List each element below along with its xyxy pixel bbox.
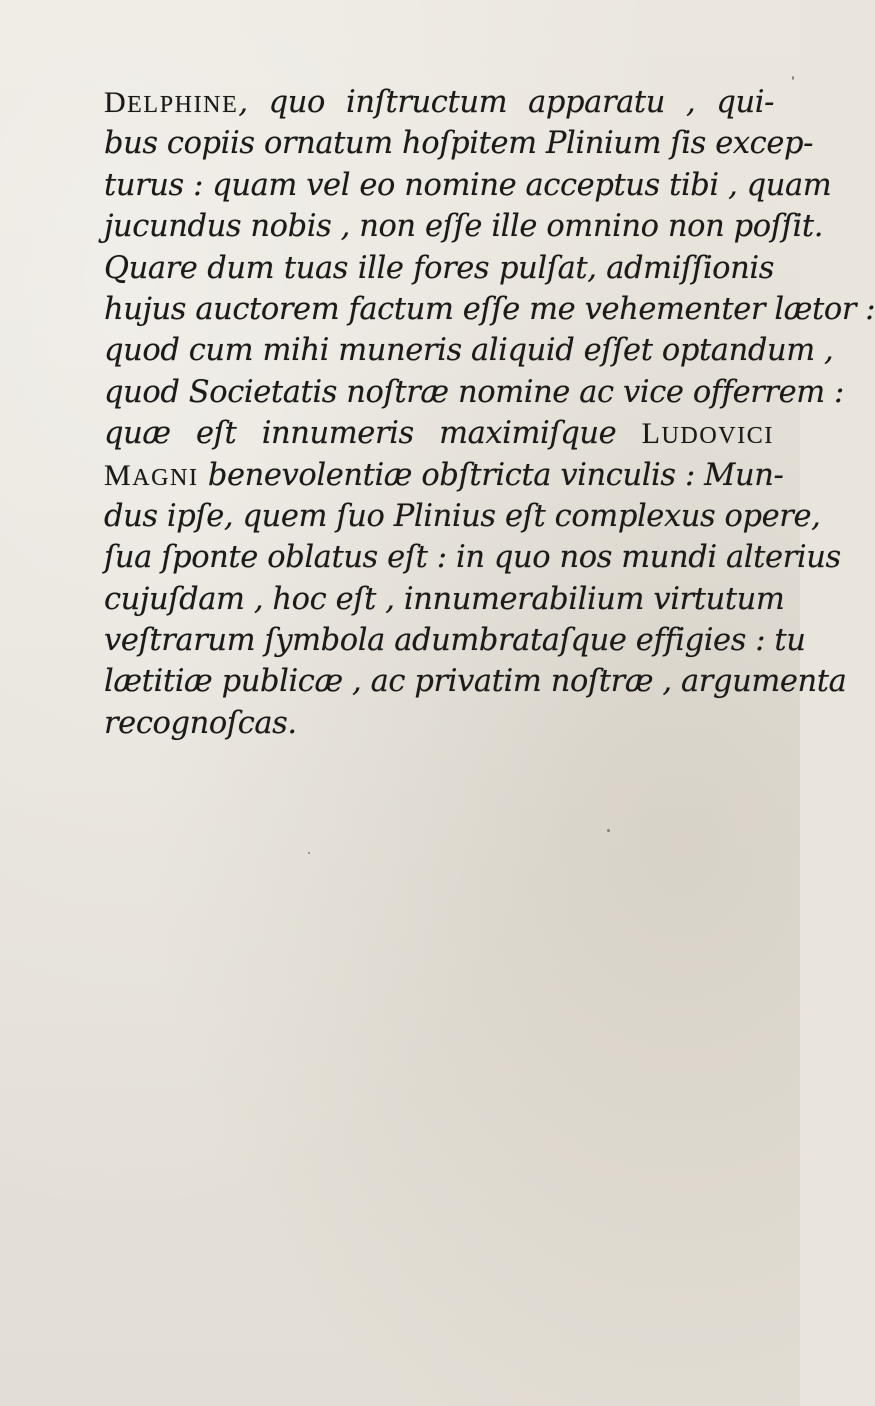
line-10-text: benevolentiæ obſtricta vinculis : Mun- xyxy=(207,457,784,493)
text-line-1: DELPHINE, quo inſtructum apparatu , qui- xyxy=(104,85,774,120)
name-magni: MAGNI xyxy=(104,458,199,492)
dedication-text xyxy=(104,82,875,744)
text-line-2: bus copiis ornatum hoſpitem Plinium ſis excep- xyxy=(104,126,814,162)
name-ludovici: LUDOVICI xyxy=(641,417,775,451)
text-line-12: ſua ſponte oblatus eſt : in quo nos mundi alterius xyxy=(104,540,841,576)
text-line-10 xyxy=(104,455,784,496)
text-line-14: veſtrarum ſymbola adumbrataſque effigies : tu xyxy=(104,623,806,659)
text-line-3: turus : quam vel eo nomine acceptus tibi , quam xyxy=(104,167,832,203)
text-line-6: hujus auctorem factum eſſe me vehementer lætor : xyxy=(104,291,875,327)
text-line-4: jucundus nobis , non eſſe ille omnino non poſſit. xyxy=(104,209,824,245)
text-line-8: quod Societatis noſtræ nomine ac vice offerrem : xyxy=(104,374,844,410)
ink-speck xyxy=(308,852,310,854)
line-9-text: quæ eſt innumeris maximiſque xyxy=(104,416,617,452)
text-line-7: quod cum mihi muneris aliquid eſſet optandum , xyxy=(104,333,834,369)
text-line-13: cujuſdam , hoc eſt , innumerabilium virtutum xyxy=(104,581,785,617)
opening-name: DELPHINE xyxy=(104,86,239,119)
text-line-16: recognoſcas. xyxy=(104,705,297,741)
text-line-11: dus ipſe, quem ſuo Plinius eſt complexus opere, xyxy=(104,498,821,534)
ink-speck xyxy=(792,76,794,80)
text-line-9 xyxy=(104,413,774,454)
text-line-15: lætitiæ publicæ , ac privatim noſtræ , argumenta xyxy=(104,664,847,700)
text-line-5: Quare dum tuas ille fores pulſat, admiſſionis xyxy=(104,250,774,286)
ink-speck xyxy=(607,829,610,832)
